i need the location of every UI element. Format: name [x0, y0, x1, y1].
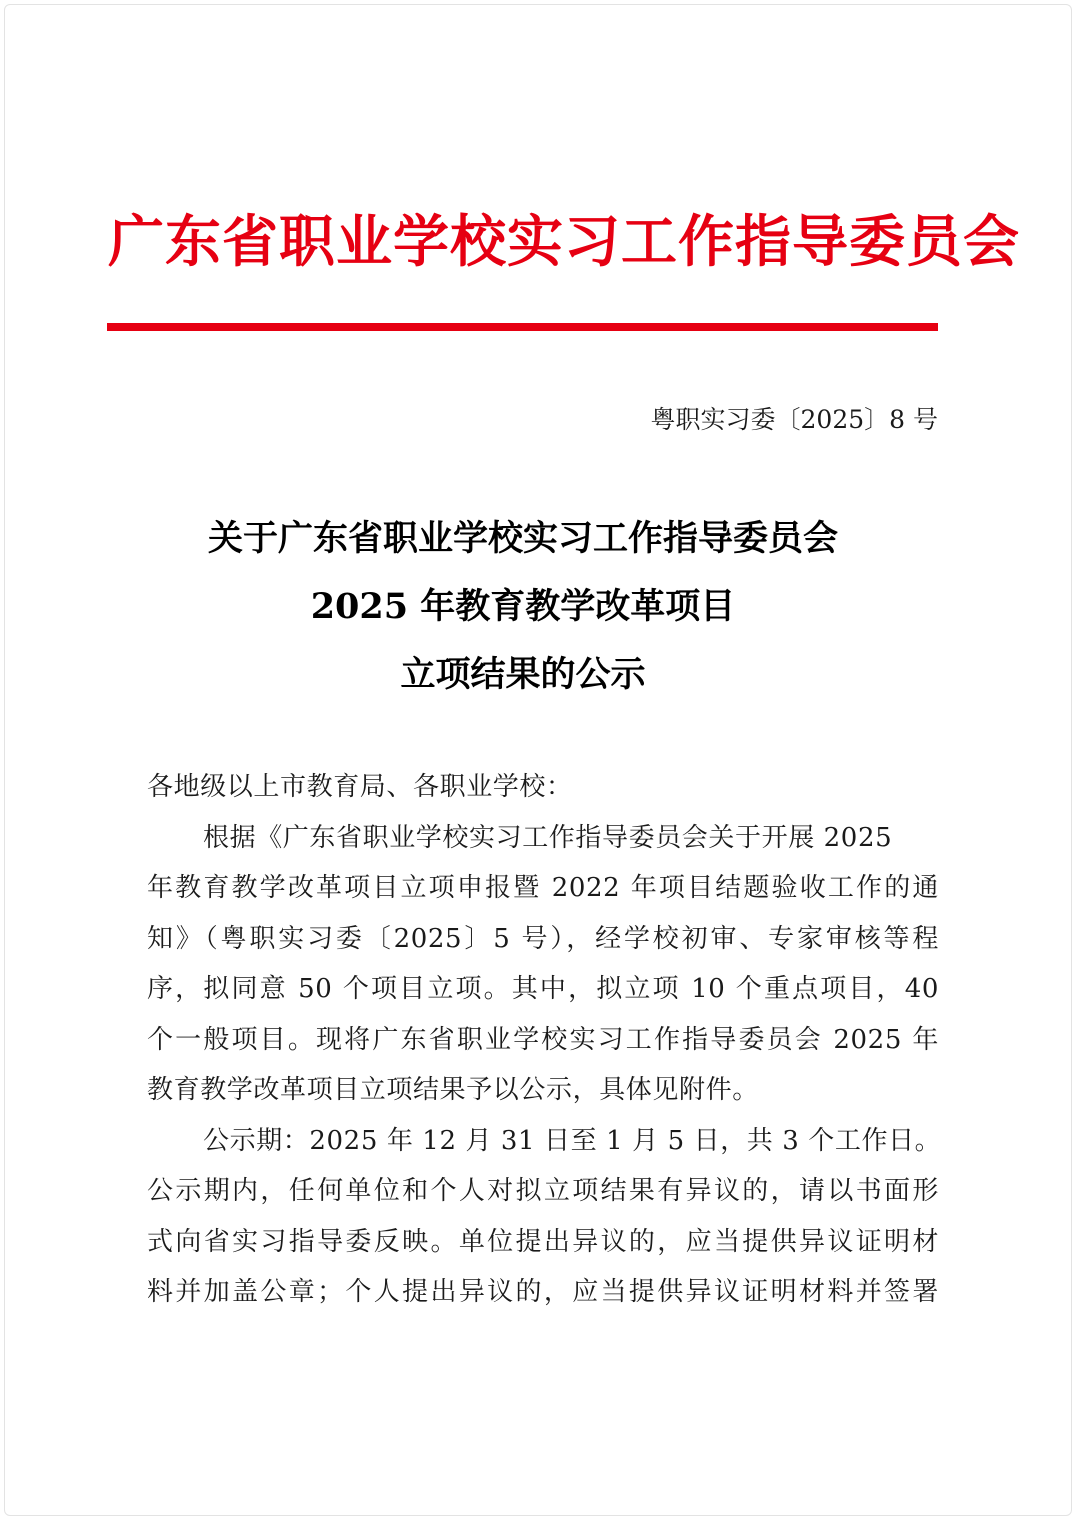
body-line: 式向省实习指导委反映。单位提出异议的，应当提供异议证明材 [147, 1226, 939, 1257]
title-line-2: 2025 年教育教学改革项目 [310, 586, 736, 627]
body-line: 公示期：2025 年 12 月 31 日至 1 月 5 日，共 3 个工作日。 [203, 1125, 942, 1156]
body-line: 公示期内，任何单位和个人对拟立项结果有异议的，请以书面形 [147, 1176, 939, 1206]
body-line: 序，拟同意 50 个项目立项。其中，拟立项 10 个重点项目，40 [147, 974, 939, 1004]
red-divider-line [107, 323, 938, 331]
body-line: 料并加盖公章；个人提出异议的，应当提供异议证明材料并签署 [147, 1277, 939, 1307]
body-line: 根据《广东省职业学校实习工作指导委员会关于开展 2025 [203, 822, 893, 853]
document-title [108, 515, 938, 719]
body-line: 年教育教学改革项目立项申报暨 2022 年项目结题验收工作的通 [147, 873, 939, 903]
body-line: 知》（粤职实习委〔2025〕5 号），经学校初审、专家审核等程 [147, 923, 939, 954]
body-line: 个一般项目。现将广东省职业学校实习工作指导委员会 2025 年 [147, 1024, 939, 1055]
document-body [147, 762, 942, 1318]
title-line-1: 关于广东省职业学校实习工作指导委员会 [207, 518, 838, 559]
document-number: 粤职实习委〔2025〕8 号 [650, 405, 938, 434]
title-line-3: 立项结果的公示 [400, 654, 646, 695]
body-line: 教育教学改革项目立项结果予以公示，具体见附件。 [147, 1075, 759, 1105]
salutation: 各地级以上市教育局、各职业学校： [147, 772, 573, 802]
organization-header: 广东省职业学校实习工作指导委员会 [108, 209, 1020, 275]
